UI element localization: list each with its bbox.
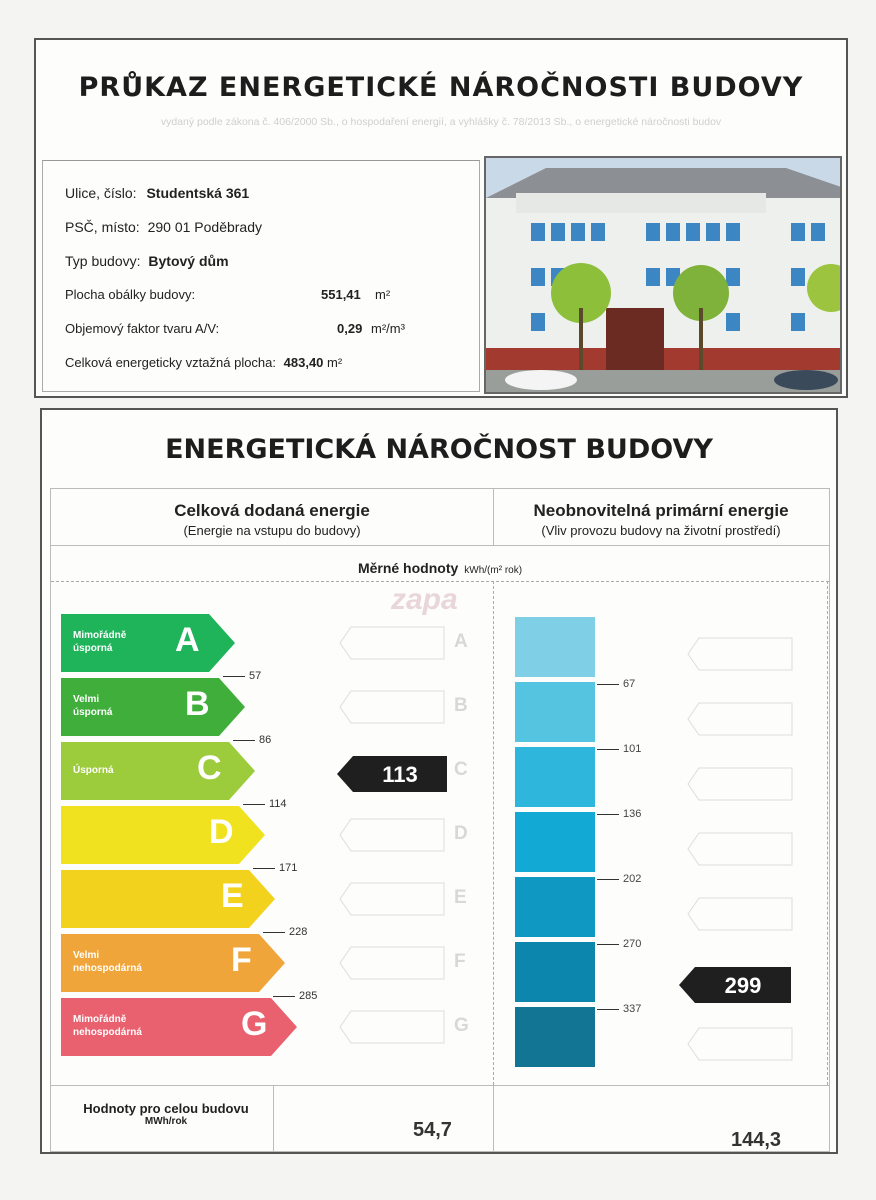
left-total: 54,7 [413,1119,452,1141]
right-edge-line [827,581,828,1085]
class-C-letter: C [197,749,222,787]
bottom-divider-1 [273,1085,274,1151]
left-value: 113 [382,762,418,787]
rating-title: ENERGETICKÁ NÁROČNOST BUDOVY [165,434,713,465]
certificate-subtitle: vydaný podle zákona č. 406/2000 Sb., o hospodaření energií, a vyhlášky č. 78/2013 Sb., o energetické náročnosti budov [160,116,722,128]
header-line [51,545,829,546]
shape-value: 0,29 [337,321,363,336]
reference-area-row [65,355,485,370]
envelope-value: 551,41 [321,287,361,302]
class-F-desc: Velmi nehospodárná [73,950,142,974]
ghost-arrow [687,767,793,801]
whole-building-unit: MWh/rok [144,1116,188,1127]
psc-label: PSČ, místo: [65,219,140,235]
street-row [65,185,249,201]
header-divider [493,489,494,545]
shape-label: Objemový faktor tvaru A/V: [65,321,220,336]
class-B-desc: Velmi úsporná [73,694,113,718]
certificate-header-panel [34,38,848,398]
right-value: 299 [724,973,762,998]
psc-value: 290 01 Poděbrady [147,219,263,235]
blue-band-D [515,812,595,872]
ghost-letter-G: G [454,1015,469,1036]
left-value-pointer [337,756,447,792]
left-column-header [51,501,493,538]
street-label: Ulice, číslo: [65,185,137,201]
type-value: Bytový dům [148,253,229,269]
psc-row [65,219,262,235]
shape-factor-row [65,321,465,336]
rating-table [50,488,830,1152]
building-info-box [42,160,480,392]
specific-values-row [51,560,829,576]
blue-band-F [515,942,595,1002]
street-value: Studentská 361 [146,185,250,201]
left-threshold: 285 [273,990,317,1002]
type-row [65,253,229,269]
type-label: Typ budovy: [65,253,141,269]
class-E-letter: E [221,877,244,915]
specific-values-unit: kWh/(m² rok) [464,565,523,576]
blue-band-E [515,877,595,937]
ghost-arrow [339,882,445,916]
right-threshold: 270 [597,938,641,950]
left-column-subtitle: (Energie na vstupu do budovy) [183,523,361,538]
ghost-letter-B: B [454,695,468,716]
ghost-letter-E: E [454,887,467,908]
energy-rating-panel [40,408,838,1154]
bottom-divider-2 [493,1085,494,1151]
area-label: Celková energeticky vztažná plocha: [65,355,277,370]
right-threshold: 101 [597,743,641,755]
class-A-letter: A [175,621,200,659]
right-column-header [493,501,829,538]
column-divider [493,581,494,1085]
left-threshold: 86 [233,734,271,746]
right-column-title: Neobnovitelná primární energie [533,501,789,520]
ghost-arrow [687,832,793,866]
class-D-arrow [61,806,265,864]
class-C-desc: Úsporná [73,765,114,776]
blue-band-A [515,617,595,677]
class-F-letter: F [231,941,252,979]
certificate-title: PRŮKAZ ENERGETICKÉ NÁROČNOSTI BUDOVY [78,72,804,103]
ghost-arrow [339,690,445,724]
right-column-subtitle: (Vliv provozu budovy na životní prostředí) [541,523,781,538]
right-value-pointer [679,967,791,1003]
ghost-arrow [339,626,445,660]
specific-values-label: Měrné hodnoty [357,560,459,576]
blue-band-C [515,747,595,807]
left-threshold: 171 [253,862,297,874]
shape-unit: m²/m³ [371,321,405,336]
ghost-arrow [687,637,793,671]
ghost-letter-F: F [454,951,466,972]
ghost-arrow [687,702,793,736]
left-threshold: 57 [223,670,261,682]
watermark: zapa [391,583,458,616]
left-threshold: 114 [243,798,287,810]
area-value: 483,40 [283,355,324,370]
ghost-letter-C: C [454,759,468,780]
ghost-arrow [339,1010,445,1044]
envelope-label: Plocha obálky budovy: [65,287,196,302]
blue-band-B [515,682,595,742]
ghost-arrow [339,818,445,852]
building-photo [484,156,842,394]
envelope-row [65,287,465,302]
specific-line [51,581,829,582]
left-column-title: Celková dodaná energie [174,501,370,520]
bottom-line [51,1085,829,1086]
building-photo-image [486,158,842,394]
class-D-letter: D [209,813,234,851]
ghost-arrow [339,946,445,980]
right-threshold: 136 [597,808,641,820]
ghost-letter-D: D [454,823,468,844]
class-B-letter: B [185,685,210,723]
whole-building-label: Hodnoty pro celou budovu MWh/rok [61,1101,271,1127]
ghost-arrow [687,897,793,931]
right-threshold: 67 [597,678,635,690]
class-A-desc: Mimořádně úsporná [73,630,127,654]
class-G-letter: G [241,1005,268,1043]
right-threshold: 337 [597,1003,641,1015]
left-threshold: 228 [263,926,307,938]
right-total: 144,3 [731,1129,782,1151]
ghost-arrow [687,1027,793,1061]
area-unit: m² [327,355,343,370]
envelope-unit: m² [375,287,391,302]
right-threshold: 202 [597,873,641,885]
ghost-letter-A: A [454,631,468,652]
class-G-desc: Mimořádně nehospodárná [73,1014,142,1038]
blue-band-G [515,1007,595,1067]
